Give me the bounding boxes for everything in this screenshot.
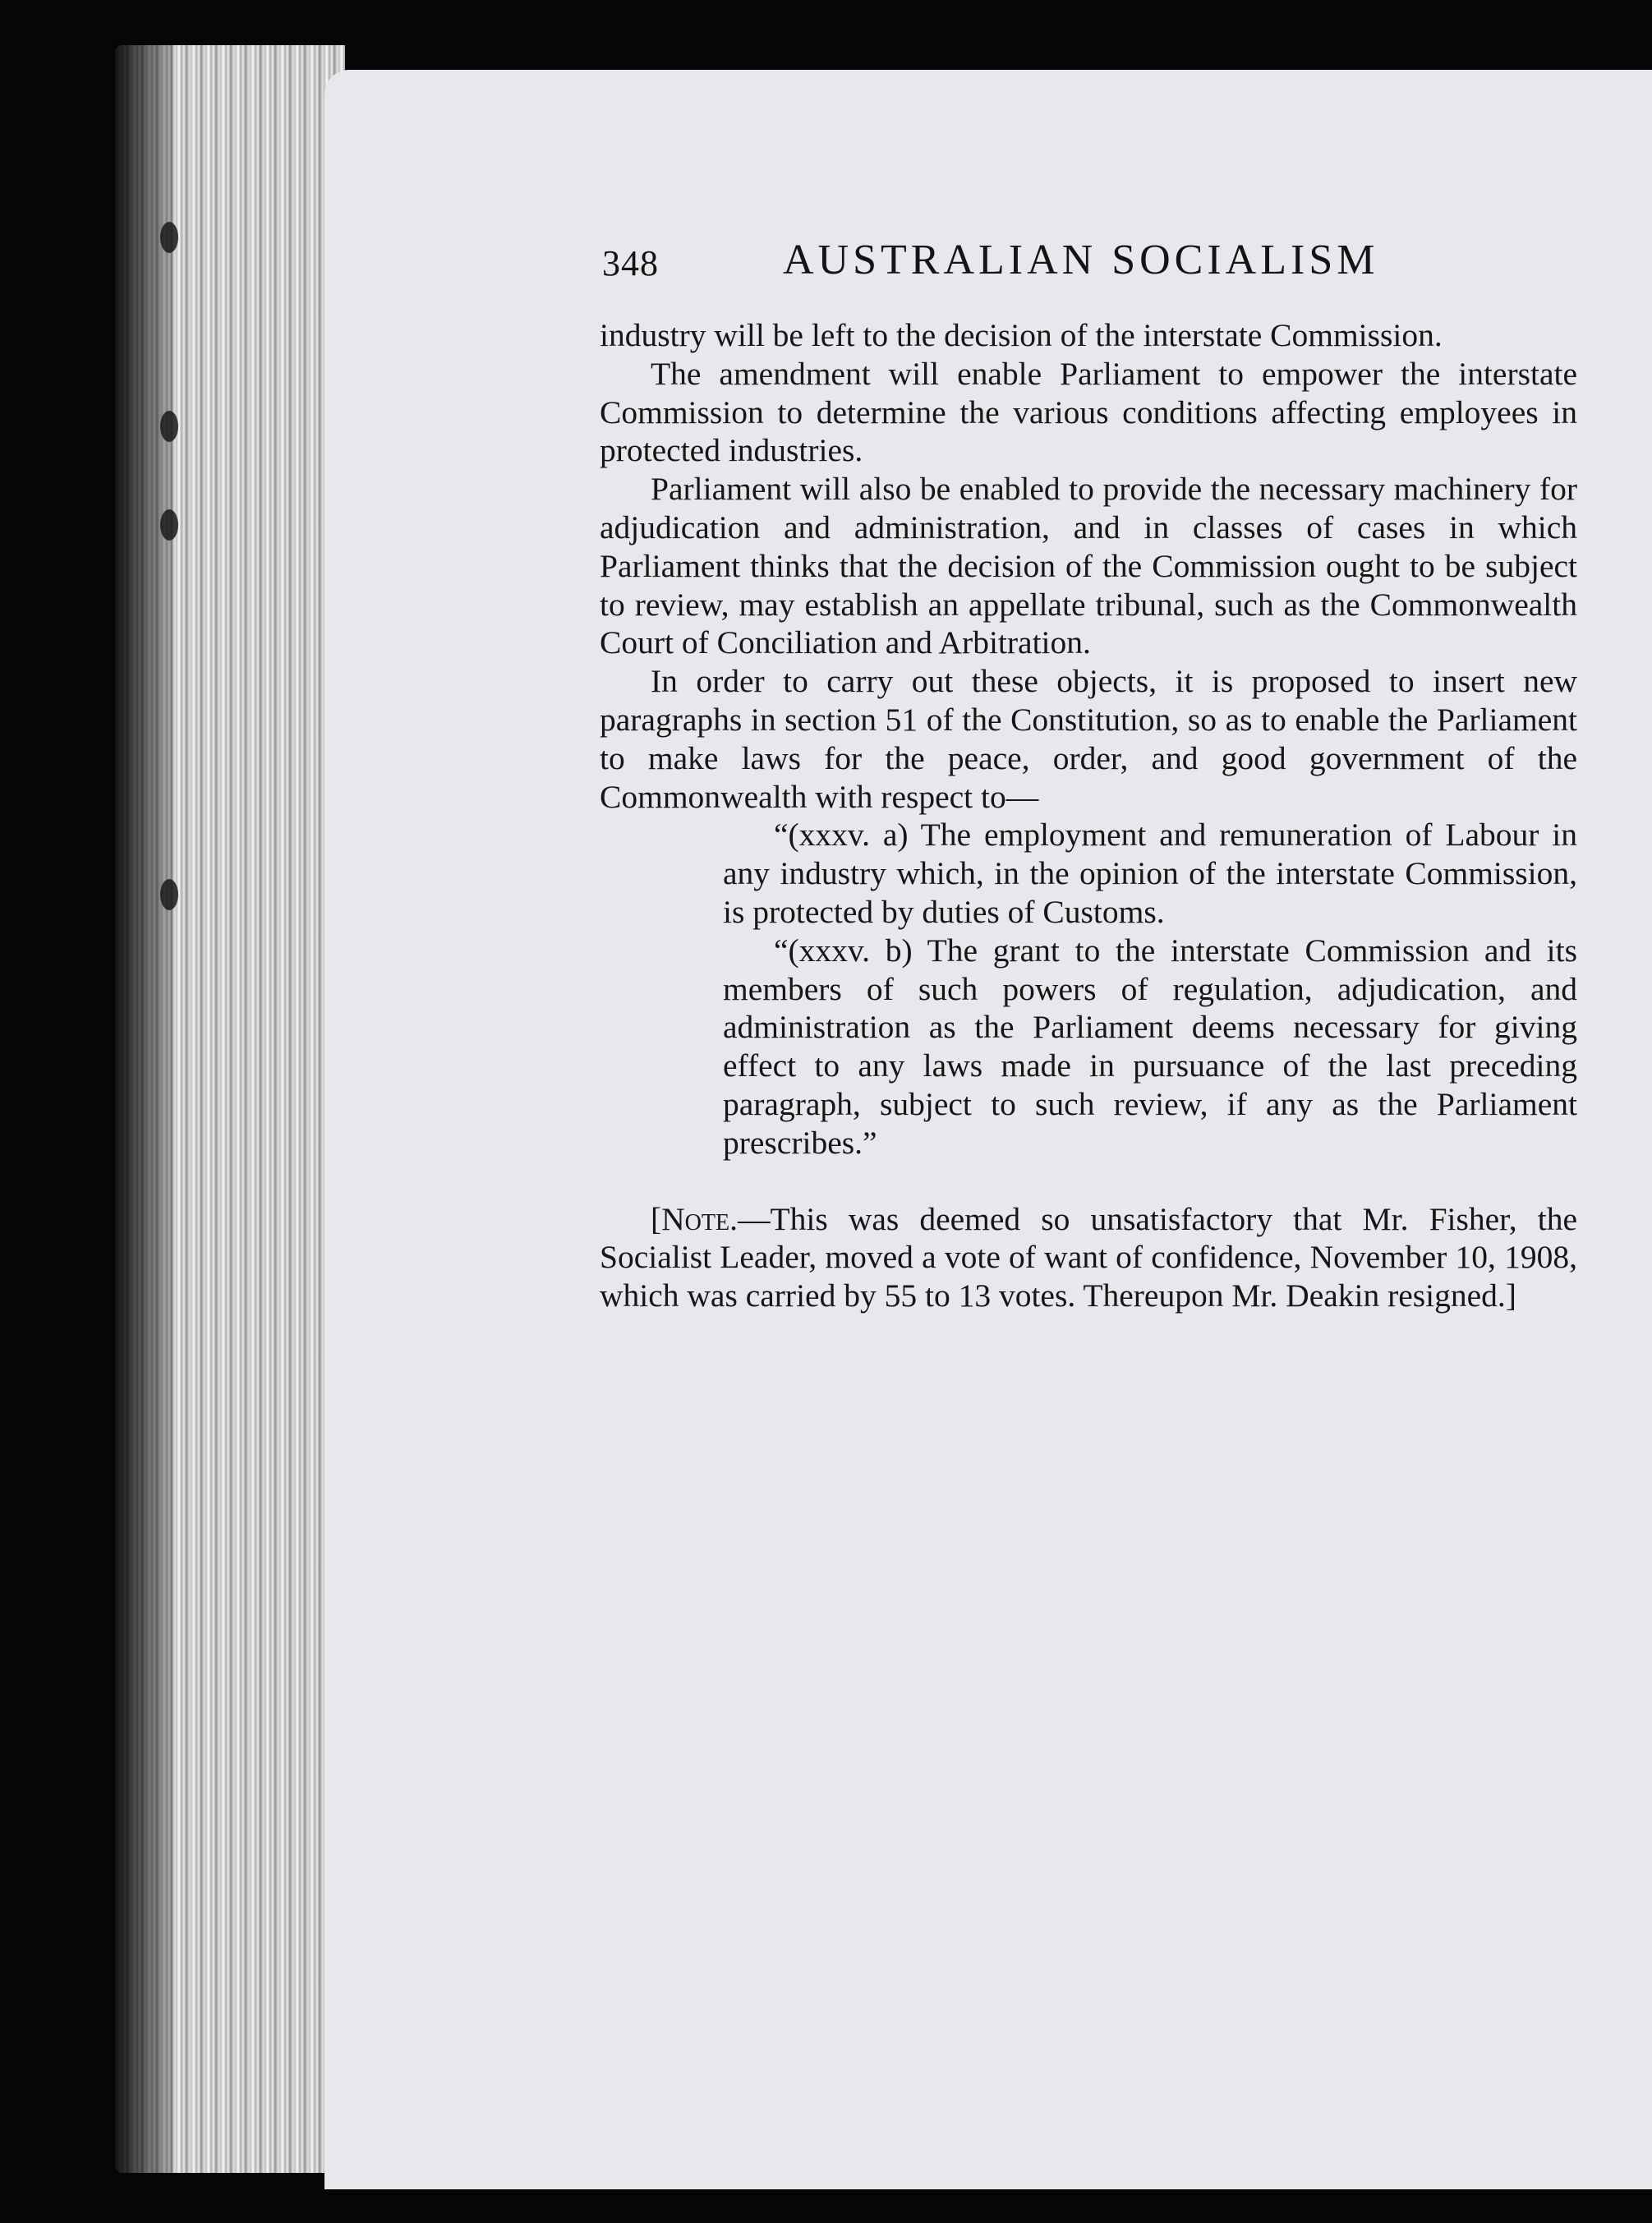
binding-hole [160,411,178,442]
note-text: —This was deemed so unsatisfactory that Mr. Fisher, the Socialist Leader, moved a vote of want of confidence, November 10, 1908, which was carried by 55 to 13 votes. Thereupon Mr. Deakin resigned.] [600,1200,1577,1314]
page-number: 348 [602,243,659,283]
paragraph: Parliament will also be enabled to provide the necessary machinery for adjudication and administration, and in classes of cases in which Parliament thinks that the decision of the Commission ought to be subject to review, may establish an appellate tribunal, such as the Commonwealth Court of Conciliation and Arbitration. [600,471,1577,661]
binding-holes [160,205,185,945]
binding-hole [160,509,178,541]
note-paragraph [600,1200,1577,1315]
paragraph: industry will be left to the decision of the interstate Commission. [600,317,1443,353]
binding-hole [160,222,178,253]
running-title: AUSTRALIAN SOCIALISM [783,237,1379,283]
binding-hole [160,879,178,910]
running-head [602,237,1588,300]
book-page-edges [115,45,345,2173]
paragraph: The amendment will enable Parliament to empower the interstate Commission to determine the various conditions affecting employees in protected industries. [600,355,1577,469]
quoted-clause-a: “(xxxv. a) The employment and remuneration of Labour in any industry which, in the opinion of the interstate Commission, is protected by duties of Customs. [723,817,1577,930]
note-label: [Note. [651,1200,738,1237]
paragraph: In order to carry out these objects, it is proposed to insert new paragraphs in section 51 of the Constitution, so as to enable the Parliament to make laws for the peace, order, and good government of the Commonwealth with respect to— [600,663,1577,815]
quoted-clause-b: “(xxxv. b) The grant to the interstate Commission and its members of such powers of regulation, adjudication, and administration as the Parliament deems necessary for giving effect to any laws made in pursuance of the last preceding paragraph, subject to such review, if any as the Parliament prescribes.” [723,932,1577,1161]
body-text [600,316,1577,1315]
